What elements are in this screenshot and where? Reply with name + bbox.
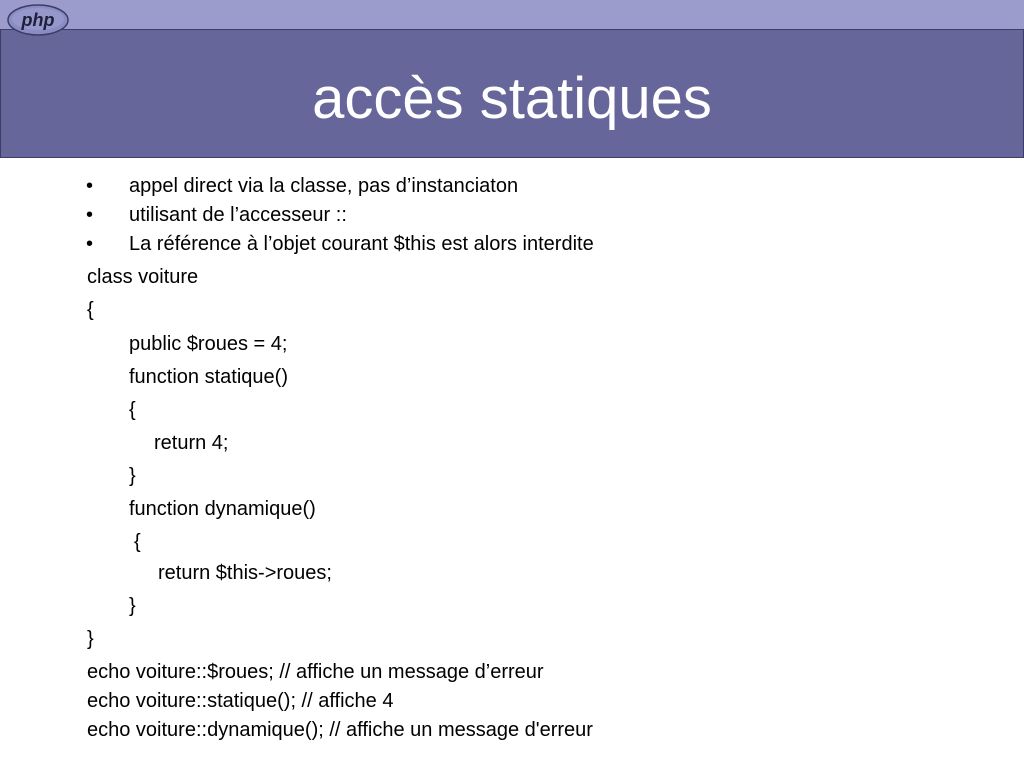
code-line: echo voiture::dynamique(); // affiche un message d'erreur xyxy=(87,719,593,741)
bullet-item: utilisant de l’accesseur :: xyxy=(129,204,347,226)
bullet-icon: • xyxy=(86,175,94,197)
code-line: return 4; xyxy=(154,432,229,454)
code-line: echo voiture::$roues; // affiche un message d’erreur xyxy=(87,661,544,683)
bullet-item: appel direct via la classe, pas d’instanciaton xyxy=(129,175,519,197)
code-line: function dynamique() xyxy=(129,498,316,520)
code-line: { xyxy=(87,299,94,321)
bullet-item: La référence à l’objet courant $this est alors interdite xyxy=(129,233,594,255)
bullet-icon: • xyxy=(86,204,94,226)
code-line: } xyxy=(129,465,136,487)
code-line: echo voiture::statique(); // affiche 4 xyxy=(87,690,394,712)
code-line: } xyxy=(129,595,136,617)
slide-title: accès statiques xyxy=(312,66,712,131)
code-line: function statique() xyxy=(129,366,288,388)
code-line: return $this->roues; xyxy=(158,562,332,584)
code-line: class voiture xyxy=(87,266,199,288)
bullet-icon: • xyxy=(86,233,94,255)
code-line: } xyxy=(87,628,94,650)
php-logo-text: php xyxy=(21,10,55,30)
code-line: { xyxy=(129,399,136,421)
code-line: { xyxy=(134,531,141,553)
code-line: public $roues = 4; xyxy=(129,333,288,355)
